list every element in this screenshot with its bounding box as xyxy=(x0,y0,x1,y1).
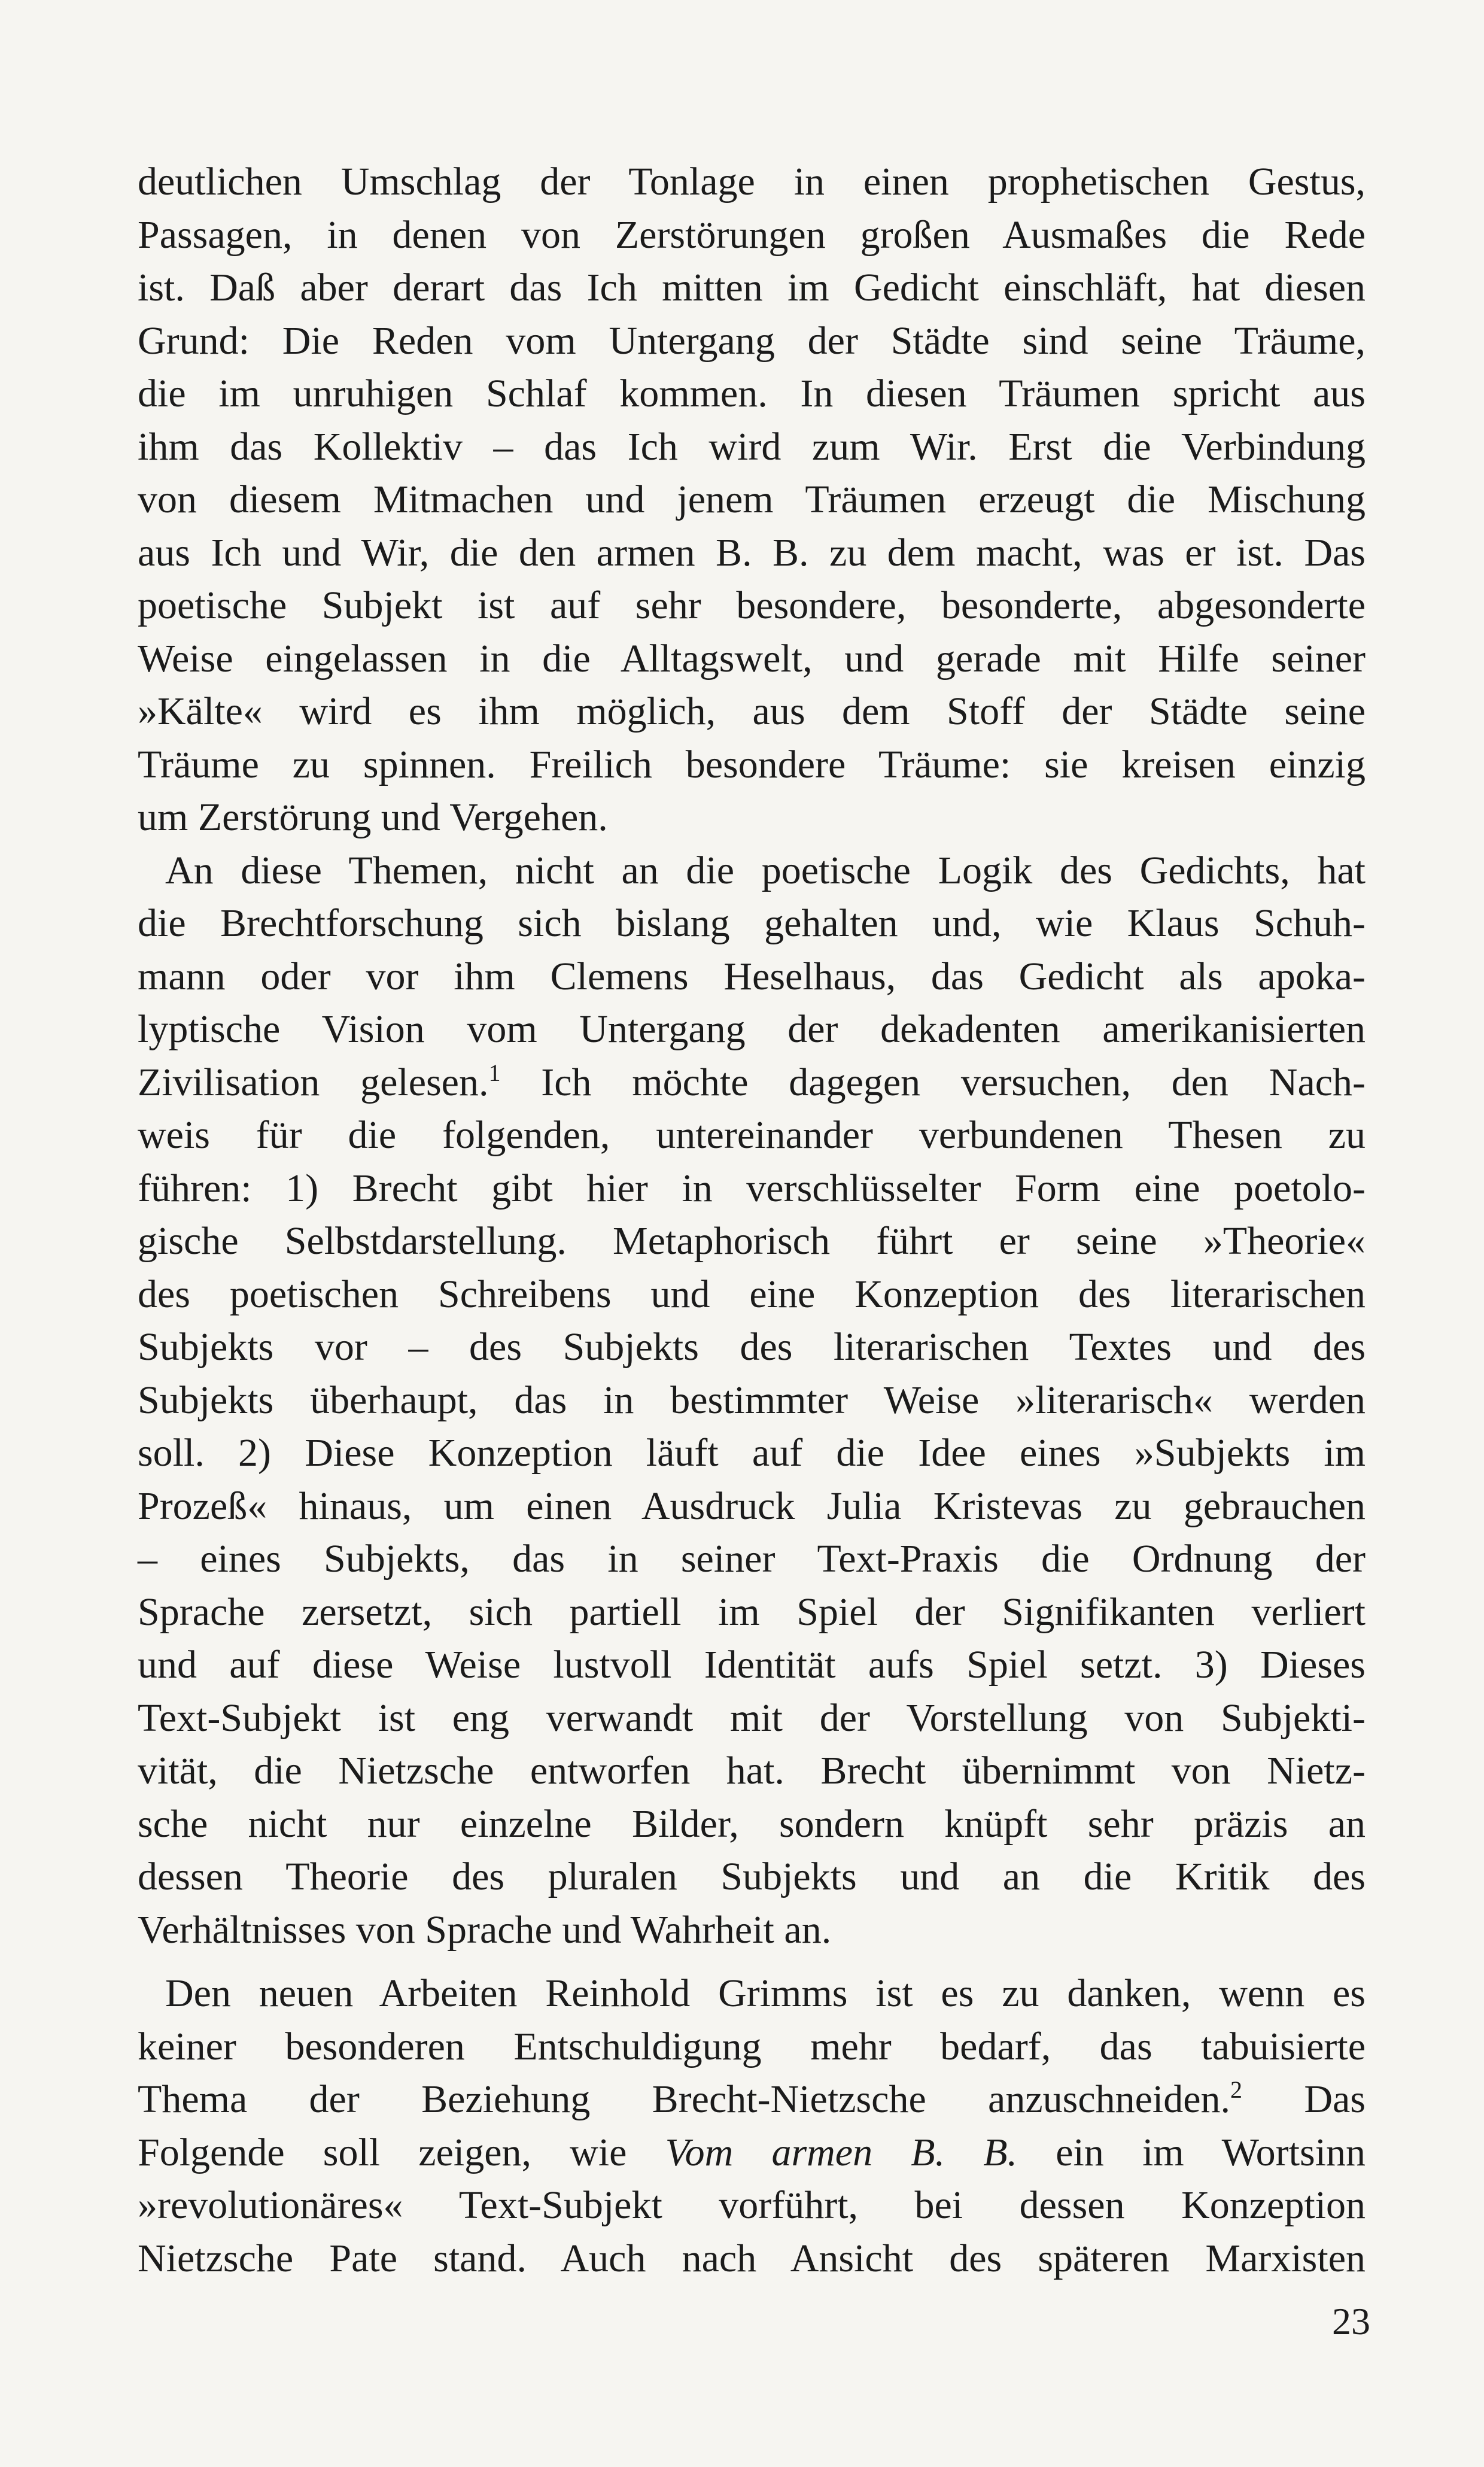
text-line: Sprache zersetzt, sich partiell im Spiel der Signifikanten verliert xyxy=(138,1590,1366,1634)
text-line: mann oder vor ihm Clemens Heselhaus, das Gedicht als apoka- xyxy=(138,954,1366,998)
text-line: Nietzsche Pate stand. Auch nach Ansicht des späteren Marxisten xyxy=(138,2236,1366,2280)
text-line: Den neuen Arbeiten Reinhold Grimms ist es zu danken, wenn es xyxy=(165,1971,1366,2015)
text-line: Subjekts vor – des Subjekts des literarischen Textes und des xyxy=(138,1325,1366,1369)
paragraph-2 xyxy=(138,844,1366,1957)
text-line: Weise eingelassen in die Alltagswelt, und gerade mit Hilfe seiner xyxy=(138,636,1366,680)
text-line: von diesem Mitmachen und jenem Träumen erzeugt die Mischung xyxy=(138,478,1366,521)
text-line: Subjekts überhaupt, das in bestimmter Weise »literarisch« werden xyxy=(138,1378,1366,1422)
text-line: deutlichen Umschlag der Tonlage in einen prophetischen Gestus, xyxy=(138,160,1366,203)
page-number: 23 xyxy=(1332,2300,1370,2343)
text-segment: ein im Wortsinn xyxy=(1017,2130,1366,2174)
text-line xyxy=(138,2126,1366,2180)
text-line xyxy=(138,1056,1366,1110)
text-line: »Kälte« wird es ihm möglich, aus dem Stoff der Städte seine xyxy=(138,689,1366,733)
text-line: führen: 1) Brecht gibt hier in verschlüsselter Form eine poetolo- xyxy=(138,1166,1366,1210)
text-line: Prozeß« hinaus, um einen Ausdruck Julia Kristevas zu gebrauchen xyxy=(138,1484,1366,1528)
footnote-reference-1: 1 xyxy=(488,1059,501,1086)
text-line: des poetischen Schreibens und eine Konzeption des literarischen xyxy=(138,1272,1366,1316)
work-title: Vom armen B. B. xyxy=(665,2130,1018,2174)
text-line: um Zerstörung und Vergehen. xyxy=(138,795,608,839)
text-line: »revolutionäres« Text-Subjekt vorführt, bei dessen Konzeption xyxy=(138,2183,1366,2227)
paragraph-1 xyxy=(138,156,1366,844)
text-segment: Folgende soll zeigen, wie xyxy=(138,2130,665,2174)
text-line: Text-Subjekt ist eng verwandt mit der Vorstellung von Subjekti- xyxy=(138,1696,1366,1740)
text-line: lyptische Vision vom Untergang der dekadenten amerikanisierten xyxy=(138,1007,1366,1051)
text-segment: Thema der Beziehung Brecht-Nietzsche anzuschneiden. xyxy=(138,2077,1231,2121)
text-line: An diese Themen, nicht an die poetische Logik des Gedichts, hat xyxy=(165,848,1366,892)
text-line: weis für die folgenden, untereinander verbundenen Thesen zu xyxy=(138,1113,1366,1157)
text-line: soll. 2) Diese Konzeption läuft auf die Idee eines »Subjekts im xyxy=(138,1431,1366,1475)
text-line: keiner besonderen Entschuldigung mehr bedarf, das tabuisierte xyxy=(138,2024,1366,2068)
body-text xyxy=(138,156,1366,2285)
text-segment: Das xyxy=(1242,2077,1366,2121)
text-line: poetische Subjekt ist auf sehr besondere, besonderte, abgesonderte xyxy=(138,584,1366,627)
text-line: ihm das Kollektiv – das Ich wird zum Wir. Erst die Verbindung xyxy=(138,424,1366,469)
text-line: Verhältnisses von Sprache und Wahrheit an. xyxy=(138,1907,832,1952)
text-line: – eines Subjekts, das in seiner Text-Praxis die Ordnung der xyxy=(138,1537,1366,1581)
text-line: vität, die Nietzsche entworfen hat. Brecht übernimmt von Nietz- xyxy=(138,1749,1366,1792)
text-line: ist. Daß aber derart das Ich mitten im Gedicht einschläft, hat diesen xyxy=(138,266,1366,309)
paragraph-3 xyxy=(138,1967,1366,2285)
paragraph-spacer xyxy=(138,1956,1366,1967)
text-line: dessen Theorie des pluralen Subjekts und an die Kritik des xyxy=(138,1855,1366,1898)
text-line: aus Ich und Wir, die den armen B. B. zu dem macht, was er ist. Das xyxy=(138,530,1366,575)
footnote-reference-2: 2 xyxy=(1230,2076,1243,2103)
text-line: sche nicht nur einzelne Bilder, sondern knüpft sehr präzis an xyxy=(138,1801,1366,1846)
text-line: Grund: Die Reden vom Untergang der Städte sind seine Träume, xyxy=(138,318,1366,363)
text-line: die Brechtforschung sich bislang gehalten und, wie Klaus Schuh- xyxy=(138,901,1366,945)
text-line: und auf diese Weise lustvoll Identität aufs Spiel setzt. 3) Dieses xyxy=(138,1643,1366,1687)
text-line xyxy=(138,2073,1366,2126)
text-segment: Ich möchte dagegen versuchen, den Nach- xyxy=(500,1060,1366,1104)
text-line: die im unruhigen Schlaf kommen. In diesen Träumen spricht aus xyxy=(138,372,1366,415)
text-line: Träume zu spinnen. Freilich besondere Träume: sie kreisen einzig xyxy=(138,742,1366,786)
text-segment: Zivilisation gelesen. xyxy=(138,1060,489,1104)
text-line: gische Selbstdarstellung. Metaphorisch führt er seine »Theorie« xyxy=(138,1219,1366,1263)
text-line: Passagen, in denen von Zerstörungen großen Ausmaßes die Rede xyxy=(138,212,1366,257)
